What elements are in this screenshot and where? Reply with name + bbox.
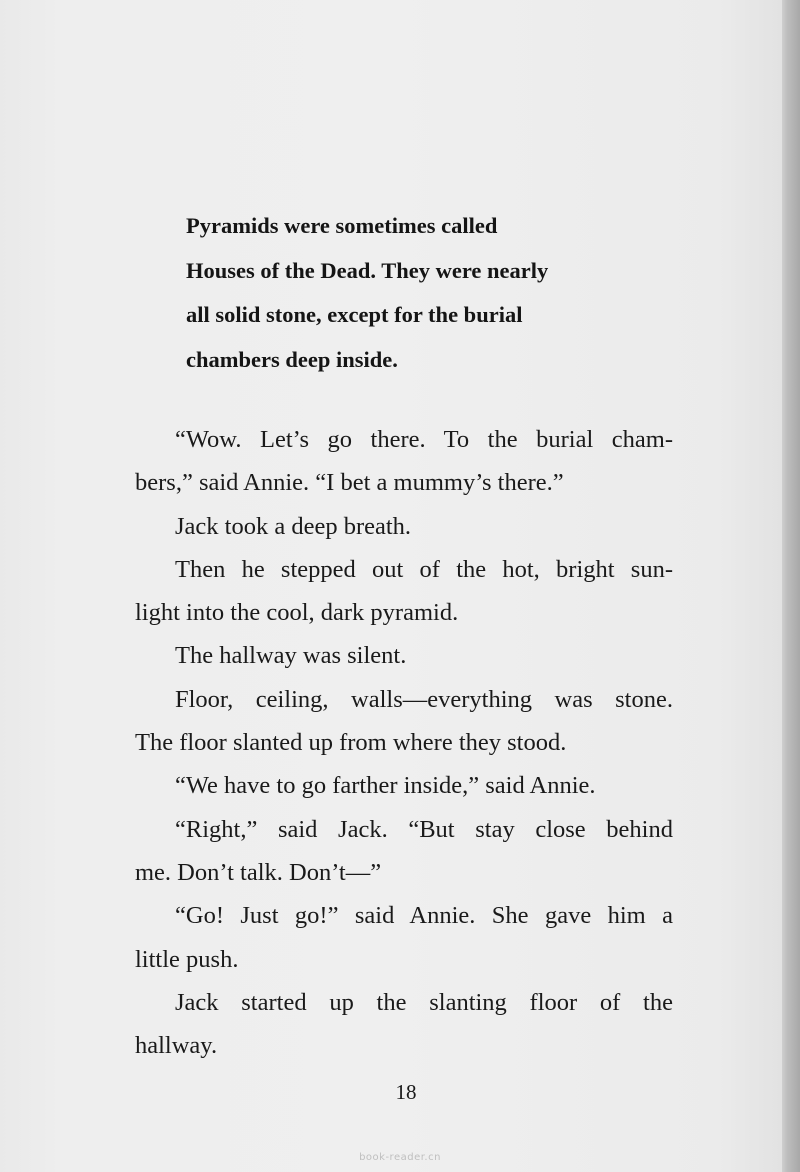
story-line: Jack took a deep breath. xyxy=(175,512,412,540)
page-edge-shadow xyxy=(782,0,800,1172)
story-text xyxy=(135,418,673,1067)
sidebar-line: all solid stone, except for the burial xyxy=(186,302,523,327)
story-line: “Right,” said Jack. “But stay close behind xyxy=(175,815,673,843)
watermark: book-reader.cn xyxy=(359,1152,441,1163)
story-line: little push. xyxy=(135,945,239,973)
sidebar-line: Pyramids were sometimes called xyxy=(186,213,498,238)
story-line: The hallway was silent. xyxy=(175,642,407,670)
story-line: “Go! Just go!” said Annie. She gave him a xyxy=(175,902,673,930)
page-number: 18 xyxy=(395,1080,417,1104)
sidebar-line: Houses of the Dead. They were nearly xyxy=(186,257,549,283)
story-line: The floor slanted up from where they stood. xyxy=(135,729,567,757)
fact-sidebar xyxy=(186,204,666,382)
story-line: “We have to go farther inside,” said Annie. xyxy=(175,772,596,800)
story-line: bers,” said Annie. “I bet a mummy’s there.” xyxy=(135,469,564,497)
story-line: light into the cool, dark pyramid. xyxy=(135,599,459,627)
story-line: “Wow. Let’s go there. To the burial cham- xyxy=(175,426,673,453)
story-line: me. Don’t talk. Don’t—” xyxy=(135,858,382,886)
story-line: Then he stepped out of the hot, bright sun- xyxy=(175,555,673,583)
sidebar-line: chambers deep inside. xyxy=(186,346,398,372)
story-line: Floor, ceiling, walls—everything was stone. xyxy=(175,685,673,713)
story-line: hallway. xyxy=(135,1032,218,1060)
story-line: Jack started up the slanting floor of the xyxy=(175,988,673,1016)
